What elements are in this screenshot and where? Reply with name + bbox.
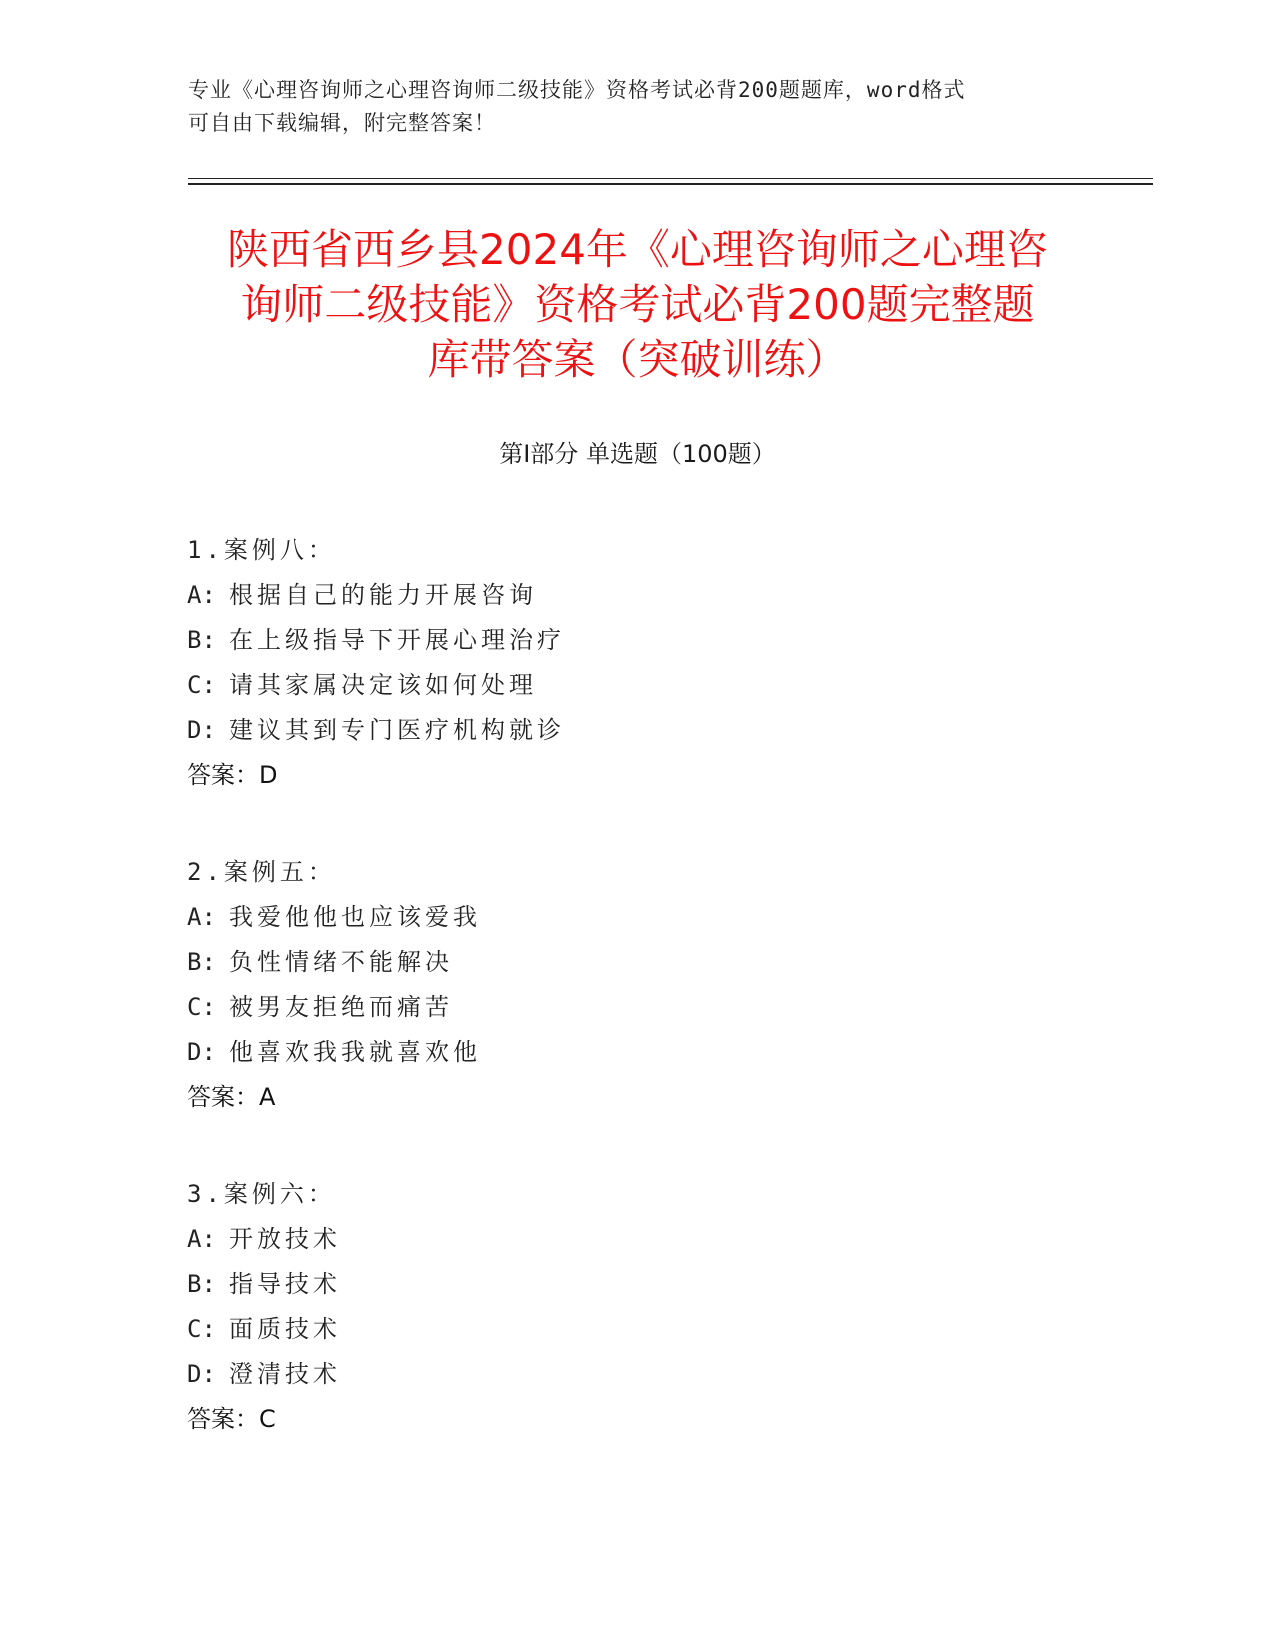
header-divider-thick <box>188 183 1153 185</box>
header-note-line-2: 可自由下载编辑，附完整答案！ <box>188 111 496 135</box>
option-letter: D: <box>187 716 216 744</box>
title-line-2: 询师二级技能》资格考试必背200题完整题 <box>240 280 1035 329</box>
document-title <box>160 222 1115 387</box>
option-letter: A: <box>187 581 216 609</box>
option-d <box>187 1352 1087 1397</box>
option-b <box>187 618 1087 663</box>
option-a <box>187 1217 1087 1262</box>
option-text: 指导技术 <box>229 1270 341 1298</box>
option-text: 我爱他他也应该爱我 <box>229 903 481 931</box>
option-letter: A: <box>187 1225 216 1253</box>
option-a <box>187 573 1087 618</box>
option-d <box>187 708 1087 753</box>
option-text: 根据自己的能力开展咨询 <box>229 581 537 609</box>
option-letter: A: <box>187 903 216 931</box>
question-item <box>187 1172 1087 1442</box>
option-text: 负性情绪不能解决 <box>229 948 453 976</box>
answer-key: 答案：C <box>187 1405 276 1433</box>
question-item <box>187 528 1087 798</box>
option-letter: B: <box>187 1270 216 1298</box>
question-item <box>187 850 1087 1120</box>
option-text: 开放技术 <box>229 1225 341 1253</box>
option-letter: B: <box>187 626 216 654</box>
option-c <box>187 985 1087 1030</box>
header-divider-thin <box>188 178 1153 179</box>
option-letter: C: <box>187 993 216 1021</box>
option-text: 在上级指导下开展心理治疗 <box>229 626 565 654</box>
option-a <box>187 895 1087 940</box>
title-line-1: 陕西省西乡县2024年《心理咨询师之心理咨 <box>227 225 1048 274</box>
option-letter: C: <box>187 671 216 699</box>
option-letter: B: <box>187 948 216 976</box>
question-stem: 3.案例六： <box>187 1180 336 1208</box>
option-letter: D: <box>187 1038 216 1066</box>
option-text: 面质技术 <box>229 1315 341 1343</box>
option-text: 被男友拒绝而痛苦 <box>229 993 453 1021</box>
option-c <box>187 1307 1087 1352</box>
option-text: 他喜欢我我就喜欢他 <box>229 1038 481 1066</box>
title-line-3: 库带答案（突破训练） <box>427 335 848 384</box>
option-c <box>187 663 1087 708</box>
option-letter: C: <box>187 1315 216 1343</box>
option-letter: D: <box>187 1360 216 1388</box>
option-text: 建议其到专门医疗机构就诊 <box>229 716 565 744</box>
question-stem: 2.案例五： <box>187 858 336 886</box>
document-header-note <box>188 74 1068 140</box>
option-d <box>187 1030 1087 1075</box>
question-list <box>187 528 1087 1494</box>
header-note-line-1: 专业《心理咨询师之心理咨询师二级技能》资格考试必背200题题库，word格式 <box>188 78 966 102</box>
option-text: 请其家属决定该如何处理 <box>229 671 537 699</box>
question-stem: 1.案例八： <box>187 536 336 564</box>
option-b <box>187 940 1087 985</box>
answer-key: 答案：D <box>187 761 278 789</box>
section-heading: 第Ⅰ部分 单选题（100题） <box>499 440 776 468</box>
option-text: 澄清技术 <box>229 1360 341 1388</box>
option-b <box>187 1262 1087 1307</box>
answer-key: 答案：A <box>187 1083 276 1111</box>
